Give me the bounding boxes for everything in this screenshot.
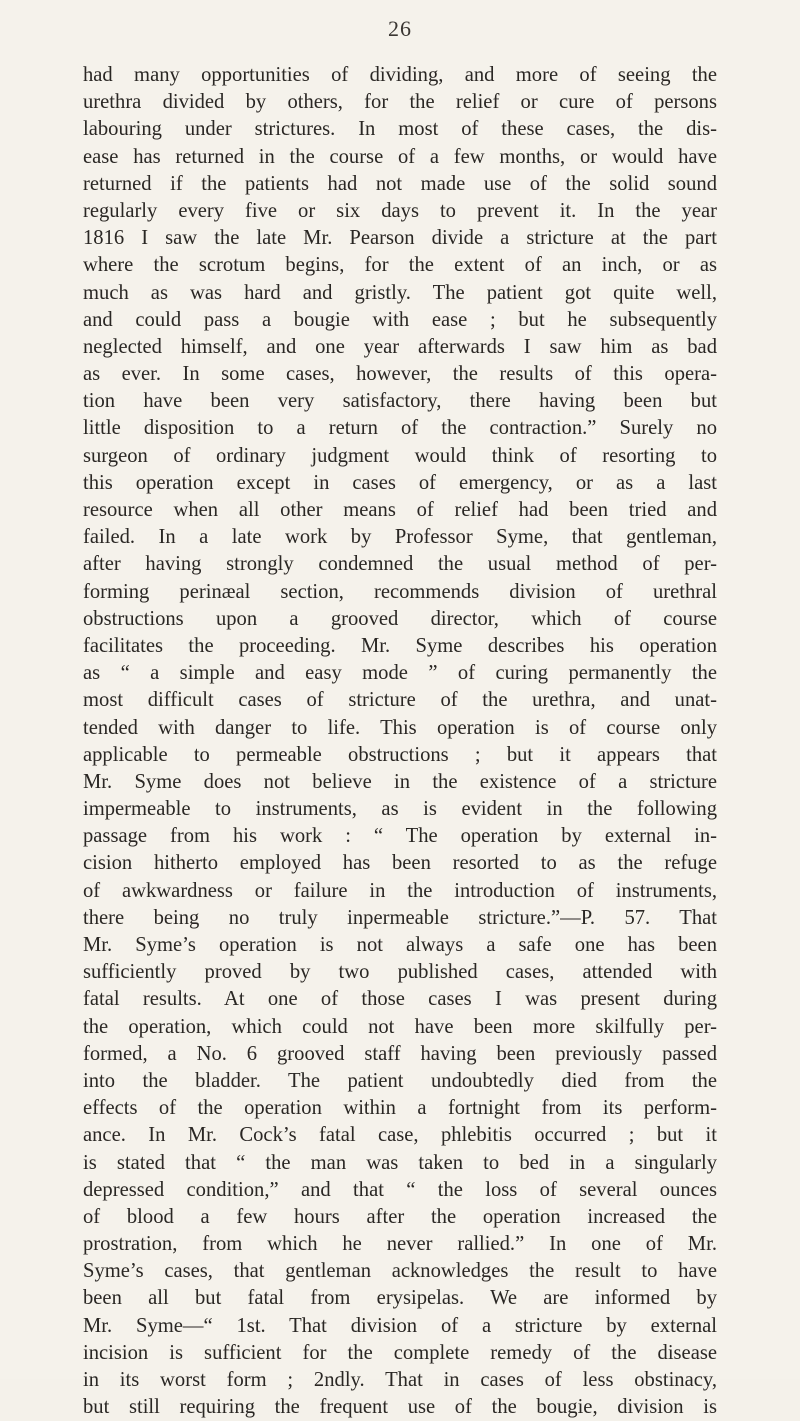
text-line: obstructions upon a grooved director, which of course: [83, 607, 717, 630]
page-number: 26: [388, 16, 412, 41]
text-line: most difficult cases of stricture of the urethra, and unat-: [83, 689, 717, 712]
text-line: facilitates the proceeding. Mr. Syme describes his operation: [83, 634, 717, 657]
text-line: into the bladder. The patient undoubtedly died from the: [83, 1069, 717, 1092]
text-line: fatal results. At one of those cases I was present during: [83, 988, 717, 1011]
text-line: regularly every five or six days to prevent it. In the year: [83, 199, 717, 222]
text-line: impermeable to instruments, as is evident in the following: [83, 798, 717, 821]
text-line: urethra divided by others, for the relief or cure of persons: [83, 91, 717, 114]
text-line: depressed condition,” and that “ the loss of several ounces: [83, 1178, 717, 1201]
text-line: is stated that “ the man was taken to bed in a singularly: [83, 1151, 717, 1174]
text-line: passage from his work : “ The operation by external in-: [83, 825, 717, 848]
text-line: returned if the patients had not made use of the solid sound: [83, 172, 717, 195]
text-line: forming perinæal section, recommends division of urethral: [83, 580, 717, 603]
text-line: Mr. Syme does not believe in the existence of a stricture: [83, 770, 717, 793]
text-line: Mr. Syme’s operation is not always a safe one has been: [83, 934, 717, 956]
text-line: much as was hard and gristly. The patient got quite well,: [83, 281, 717, 304]
text-line: the operation, which could not have been more skilfully per-: [83, 1015, 717, 1038]
text-line: been all but fatal from erysipelas. We are informed by: [83, 1287, 717, 1310]
text-line: surgeon of ordinary judgment would think of resorting to: [83, 444, 717, 467]
text-line: tion have been very satisfactory, there having been but: [83, 390, 717, 413]
text-line: of blood a few hours after the operation increased the: [83, 1205, 717, 1228]
text-line: neglected himself, and one year afterwards I saw him as bad: [83, 335, 717, 358]
text-line: this operation except in cases of emergency, or as a last: [83, 471, 717, 494]
text-line: after having strongly condemned the usual method of per-: [83, 553, 717, 576]
text-line: had many opportunities of dividing, and more of seeing the: [83, 64, 717, 86]
text-line: ease has returned in the course of a few months, or would have: [83, 145, 717, 168]
text-line: in its worst form ; 2ndly. That in cases of less obstinacy,: [83, 1369, 717, 1391]
text-line: ance. In Mr. Cock’s fatal case, phlebitis occurred ; but it: [83, 1124, 717, 1147]
text-line: applicable to permeable obstructions ; but it appears that: [83, 743, 717, 766]
text-line: and could pass a bougie with ease ; but he subsequently: [83, 308, 717, 331]
text-line: little disposition to a return of the contraction.” Surely no: [83, 417, 717, 440]
text-line: effects of the operation within a fortnight from its perform-: [83, 1097, 717, 1120]
text-line: resource when all other means of relief had been tried and: [83, 499, 717, 521]
text-line: incision is sufficient for the complete remedy of the disease: [83, 1341, 717, 1364]
text-line: Mr. Syme—“ 1st. That division of a stricture by external: [83, 1314, 717, 1337]
text-line: prostration, from which he never rallied.” In one of Mr.: [83, 1233, 717, 1256]
text-line: there being no truly inpermeable stricture.”—P. 57. That: [83, 906, 717, 929]
text-line: labouring under strictures. In most of these cases, the dis-: [83, 118, 717, 141]
text-line: tended with danger to life. This operation is of course only: [83, 716, 717, 739]
text-line: failed. In a late work by Professor Syme, that gentleman,: [83, 526, 717, 549]
text-line: as “ a simple and easy mode ” of curing permanently the: [83, 662, 717, 685]
text-line: formed, a No. 6 grooved staff having been previously passed: [83, 1042, 717, 1065]
text-line: but still requiring the frequent use of the bougie, division is: [83, 1396, 717, 1419]
text-line: of awkwardness or failure in the introduction of instruments,: [83, 879, 717, 902]
text-line: 1816 I saw the late Mr. Pearson divide a stricture at the part: [83, 227, 717, 250]
body-text: [83, 62, 717, 1421]
text-line: Syme’s cases, that gentleman acknowledges the result to have: [83, 1260, 717, 1283]
text-line: cision hitherto employed has been resorted to as the refuge: [83, 852, 717, 875]
text-line: sufficiently proved by two published cases, attended with: [83, 961, 717, 984]
text-line: where the scrotum begins, for the extent of an inch, or as: [83, 254, 717, 277]
text-line: as ever. In some cases, however, the results of this opera-: [83, 363, 717, 386]
